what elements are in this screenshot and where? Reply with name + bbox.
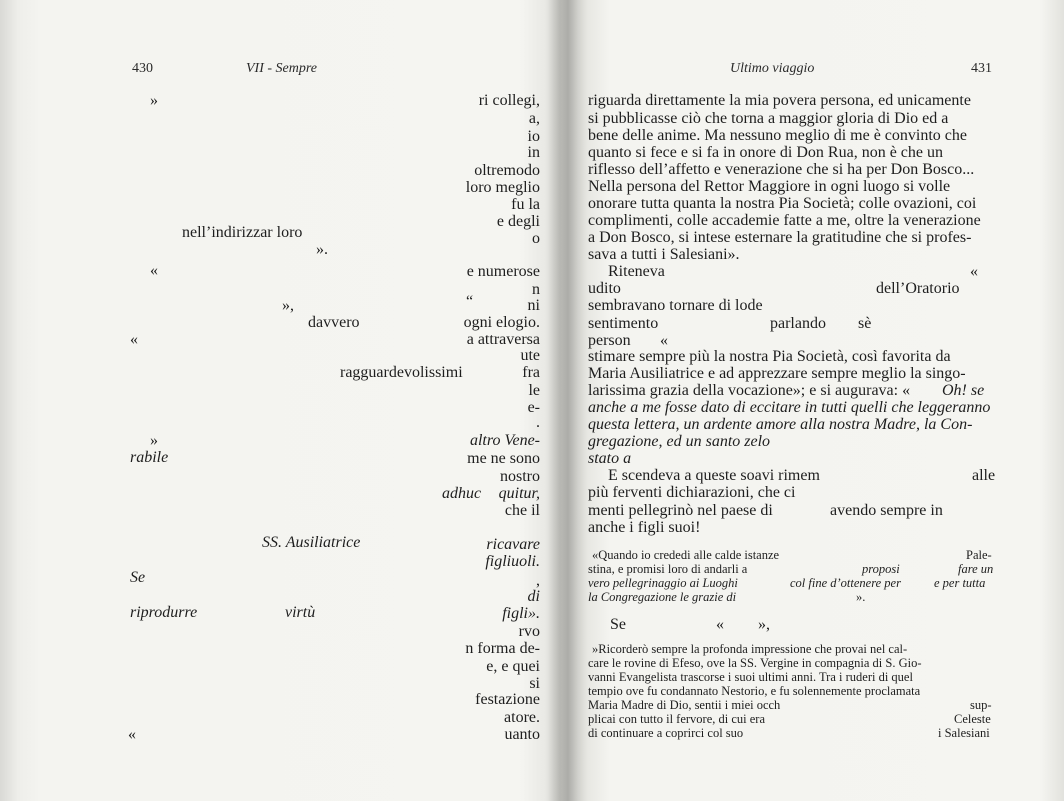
left-text-line: io bbox=[527, 128, 540, 145]
left-text-line: quitur, bbox=[498, 485, 540, 502]
left-text-line: davvero bbox=[308, 314, 360, 331]
right-text-line: « bbox=[716, 616, 724, 633]
left-text-line: adhuc bbox=[442, 485, 482, 502]
left-text-line: , bbox=[536, 572, 540, 589]
right-text-line: Riteneva bbox=[608, 263, 665, 280]
right-text-line: anche i figli suoi! bbox=[588, 519, 701, 536]
left-text-line: ute bbox=[520, 347, 540, 364]
right-text-line: vanni Evangelista trascorse i suoi ultimi anni. Tra i ruderi di quel bbox=[588, 670, 913, 684]
right-text-line: Oh! se bbox=[942, 382, 985, 399]
left-text-line: ogni elogio. bbox=[463, 314, 540, 331]
right-text-line: person bbox=[588, 332, 631, 349]
right-text-line: «Quando io crededi alle calde istanze bbox=[592, 548, 780, 562]
left-page-number: 430 bbox=[132, 61, 153, 76]
right-running-head: Ultimo viaggio bbox=[730, 61, 815, 76]
right-text-line: « bbox=[970, 263, 978, 280]
left-text-line: » bbox=[150, 92, 158, 109]
left-text-line: ». bbox=[316, 241, 328, 258]
right-text-line: parlando bbox=[770, 315, 826, 332]
left-text-line: loro meglio bbox=[465, 179, 540, 196]
right-text-line: si pubblicasse ciò che torna a maggior gloria di Dio ed a bbox=[588, 110, 949, 127]
left-text-line: atore. bbox=[504, 709, 540, 726]
right-text-line: »Ricorderò sempre la profonda impressione che provai nel cal- bbox=[592, 642, 908, 656]
right-text-line: più ferventi dichiarazioni, che ci bbox=[588, 484, 796, 501]
right-text-line: stato a bbox=[588, 450, 632, 467]
right-text-line: questa lettera, un ardente amore alla nostra Madre, la Con- bbox=[588, 416, 973, 433]
left-text-line: . bbox=[536, 414, 540, 431]
right-text-line: « bbox=[660, 332, 668, 349]
right-text-line: dell’Oratorio bbox=[876, 280, 960, 297]
right-text-line: Maria Ausiliatrice e ad apprezzare sempre meglio la singo- bbox=[588, 365, 966, 382]
left-text-line: SS. Ausiliatrice bbox=[262, 534, 361, 551]
right-text-line: complimenti, colle accademie fatte a me, oltre la venerazione bbox=[588, 212, 981, 229]
right-text-line: fare un bbox=[958, 562, 994, 576]
right-text-line: a Don Bosco, si intese esternare la gratitudine che si profes- bbox=[588, 229, 972, 246]
left-text-line: o bbox=[532, 230, 540, 247]
left-text-line: ri collegi, bbox=[478, 92, 540, 109]
left-text-line: ricavare bbox=[486, 536, 540, 553]
right-text-line: Celeste bbox=[954, 712, 991, 726]
right-page bbox=[560, 0, 1064, 801]
right-text-line: riflesso dell’affetto e venerazione che si ha per Don Bosco... bbox=[588, 161, 975, 178]
left-text-line: n forma de- bbox=[465, 640, 540, 657]
left-text-line: fu la bbox=[511, 196, 540, 213]
left-text-line: virtù bbox=[285, 604, 316, 621]
left-text-line: riprodurre bbox=[130, 604, 198, 621]
right-text-line: bene delle anime. Ma nessuno meglio di me è convinto che bbox=[588, 127, 967, 144]
left-text-line: me ne sono bbox=[467, 450, 540, 467]
right-text-line: Maria Madre di Dio, sentii i miei occh bbox=[588, 698, 781, 712]
left-text-line: che il bbox=[504, 502, 540, 519]
left-text-line: nostro bbox=[500, 468, 540, 485]
right-text-line: i Salesiani bbox=[938, 726, 990, 740]
left-text-line: e- bbox=[527, 399, 540, 416]
left-text-line: oltremodo bbox=[474, 162, 540, 179]
left-text-line: di bbox=[527, 588, 540, 605]
left-text-line: fra bbox=[522, 364, 540, 381]
left-text-line: « bbox=[130, 331, 138, 348]
right-text-line: sè bbox=[858, 315, 872, 332]
right-text-line: gregazione, ed un santo zelo bbox=[588, 433, 771, 450]
left-text-line: e numerose bbox=[466, 263, 540, 280]
left-text-line: », bbox=[282, 297, 294, 314]
left-text-line: e, e quei bbox=[486, 658, 540, 675]
right-text-line: larissima grazia della vocazione»; e si augurava: « bbox=[588, 382, 911, 399]
left-text-line: altro Vene- bbox=[469, 432, 540, 449]
left-text-line: e degli bbox=[496, 213, 540, 230]
left-text-line: in bbox=[527, 144, 540, 161]
right-text-line: ». bbox=[856, 590, 866, 604]
left-text-line: ni bbox=[527, 297, 540, 314]
right-text-line: sentimento bbox=[588, 315, 659, 332]
right-text-line: vero pellegrinaggio ai Luoghi bbox=[588, 576, 738, 590]
right-text-line: tempio ove fu condannato Nestorio, e fu solennemente proclamata bbox=[588, 684, 921, 698]
right-text-line: riguarda direttamente la mia povera persona, ed unicamente bbox=[588, 92, 971, 109]
right-text-line: stina, e promisi loro di andarli a bbox=[588, 562, 748, 576]
right-text-line: plicai con tutto il fervore, di cui era bbox=[588, 712, 766, 726]
right-text-line: E scendeva a queste soavi rimem bbox=[608, 467, 820, 484]
right-text-line: di continuare a coprirci col suo bbox=[588, 726, 744, 740]
right-text-line: stimare sempre più la nostra Pia Società, così favorita da bbox=[588, 348, 951, 365]
right-text-line: avendo sempre in bbox=[830, 502, 943, 519]
left-text-line: “ bbox=[466, 293, 474, 310]
right-text-line: la Congregazione le grazie di bbox=[588, 590, 737, 604]
right-text-line: udito bbox=[588, 280, 621, 297]
left-text-line: a attraversa bbox=[466, 331, 540, 348]
left-text-line: « bbox=[150, 262, 158, 279]
right-text-line: proposi bbox=[862, 562, 900, 576]
right-text-line: e per tutta bbox=[934, 576, 986, 590]
right-text-line: menti pellegrinò nel paese di bbox=[588, 502, 773, 519]
right-text-line: quanto si fece e si fa in onore di Don Rua, non è che un bbox=[588, 144, 944, 161]
left-text-line: n bbox=[532, 281, 540, 298]
left-text-line: festazione bbox=[475, 691, 540, 708]
left-text-line: rabile bbox=[130, 449, 169, 466]
left-running-head: VII - Sempre bbox=[246, 61, 318, 76]
left-text-line: figli». bbox=[502, 605, 540, 622]
right-text-line: Nella persona del Rettor Maggiore in ogni luogo si volle bbox=[588, 178, 951, 195]
left-text-line: ragguardevolissimi bbox=[340, 364, 463, 381]
left-text-line: a, bbox=[528, 110, 540, 127]
right-text-line: sava a tutti i Salesiani». bbox=[588, 246, 740, 263]
left-text-line: Se bbox=[130, 569, 146, 586]
right-text-line: care le rovine di Efeso, ove la SS. Vergine in compagnia di S. Gio- bbox=[588, 656, 922, 670]
left-text-line: si bbox=[529, 675, 540, 692]
right-text-line: sembravano tornare di lode bbox=[588, 297, 763, 314]
right-text-line: alle bbox=[972, 467, 996, 484]
right-text-line: Pale- bbox=[966, 548, 992, 562]
right-text-line: col fine d’ottenere per bbox=[790, 576, 901, 590]
left-text-line: « bbox=[128, 726, 136, 743]
right-text-line: Se bbox=[610, 616, 626, 633]
right-text-line: », bbox=[758, 616, 770, 633]
right-text-line: sup- bbox=[970, 698, 992, 712]
left-text-line: nell’indirizzar loro bbox=[182, 224, 303, 241]
left-text-line: le bbox=[528, 382, 540, 399]
right-page-number: 431 bbox=[971, 61, 992, 76]
left-text-line: rvo bbox=[518, 623, 540, 640]
left-text-line: uanto bbox=[504, 726, 540, 743]
left-text-line: figliuoli. bbox=[485, 553, 540, 570]
right-text-line: onorare tutta quanta la nostra Pia Società; colle ovazioni, coi bbox=[588, 195, 977, 212]
left-text-line: » bbox=[150, 432, 158, 449]
right-text-line: anche a me fosse dato di eccitare in tutti quelli che leggeranno bbox=[588, 399, 991, 416]
